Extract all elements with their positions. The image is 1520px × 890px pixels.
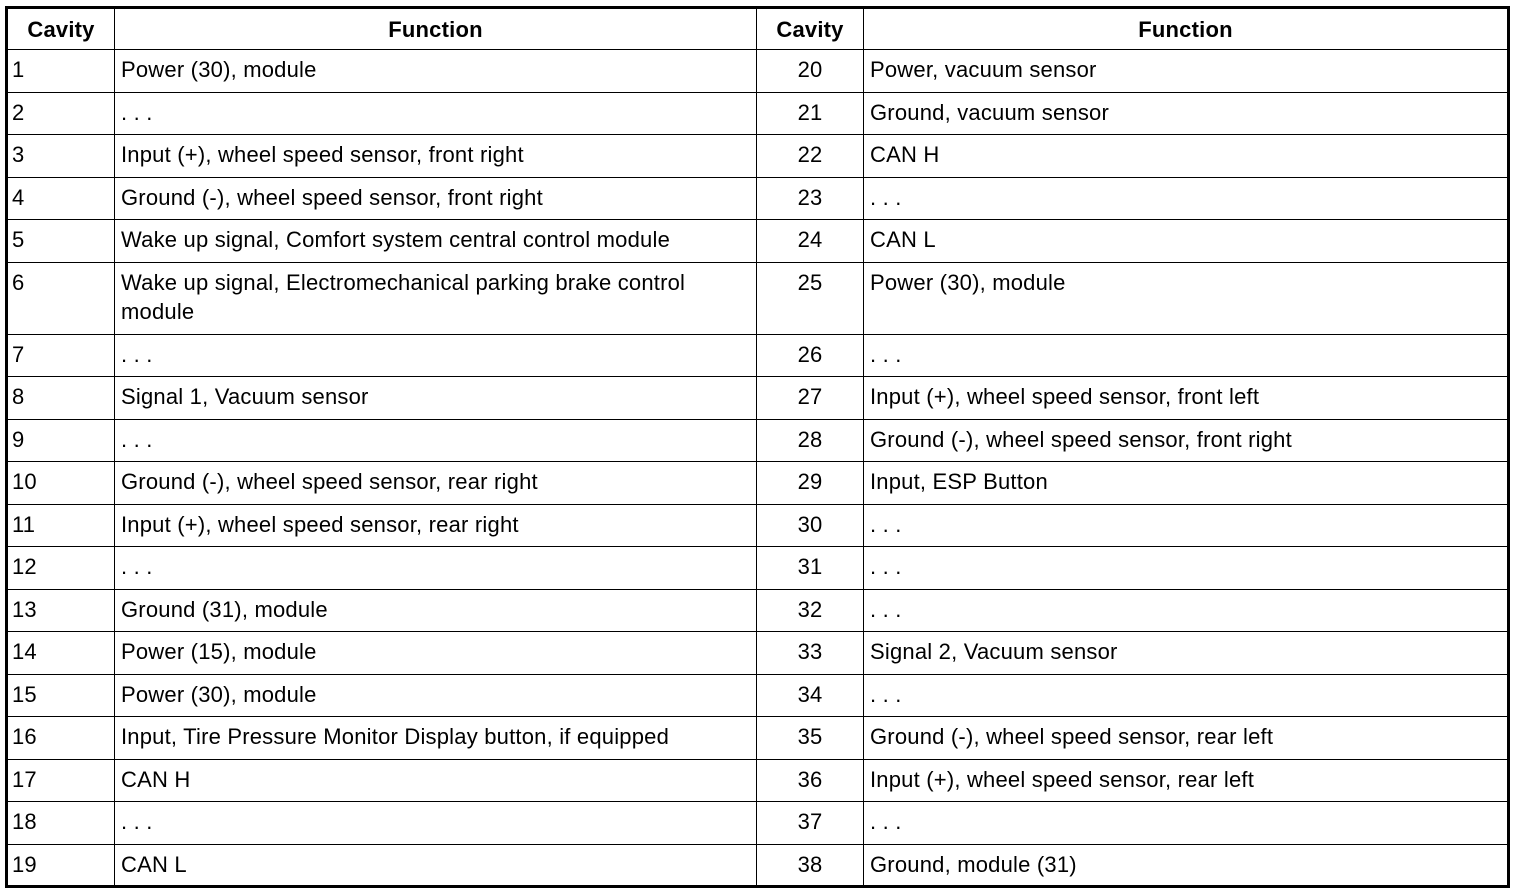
table-row: [7, 419, 1509, 462]
cavity-left-cell: 16: [7, 717, 115, 760]
cavity-right-cell: 24: [757, 220, 864, 263]
cavity-left-cell: 14: [7, 632, 115, 675]
cavity-left-cell: 19: [7, 844, 115, 887]
function-right-cell: Ground (-), wheel speed sensor, rear left: [864, 717, 1509, 760]
function-right-cell: Signal 2, Vacuum sensor: [864, 632, 1509, 675]
function-right-cell: . . .: [864, 674, 1509, 717]
function-left-cell: . . .: [115, 802, 757, 845]
table-row: [7, 759, 1509, 802]
function-right-cell: CAN L: [864, 220, 1509, 263]
header-cavity-left: Cavity: [7, 8, 115, 50]
function-right-cell: Ground (-), wheel speed sensor, front right: [864, 419, 1509, 462]
cavity-right-cell: 29: [757, 462, 864, 505]
table-row: [7, 92, 1509, 135]
cavity-right-cell: 25: [757, 262, 864, 334]
function-left-cell: CAN H: [115, 759, 757, 802]
function-left-cell: Ground (-), wheel speed sensor, rear right: [115, 462, 757, 505]
cavity-left-cell: 2: [7, 92, 115, 135]
function-right-cell: . . .: [864, 177, 1509, 220]
cavity-right-cell: 21: [757, 92, 864, 135]
table-header: [7, 8, 1509, 50]
function-right-cell: Input (+), wheel speed sensor, front left: [864, 377, 1509, 420]
table-row: [7, 334, 1509, 377]
cavity-left-cell: 9: [7, 419, 115, 462]
table-row: [7, 674, 1509, 717]
function-right-cell: Input (+), wheel speed sensor, rear left: [864, 759, 1509, 802]
header-function-right: Function: [864, 8, 1509, 50]
function-left-cell: Power (15), module: [115, 632, 757, 675]
function-left-cell: Power (30), module: [115, 50, 757, 93]
function-right-cell: Ground, module (31): [864, 844, 1509, 887]
cavity-right-cell: 34: [757, 674, 864, 717]
table-row: [7, 589, 1509, 632]
function-left-cell: CAN L: [115, 844, 757, 887]
table-row: [7, 717, 1509, 760]
cavity-left-cell: 6: [7, 262, 115, 334]
cavity-right-cell: 20: [757, 50, 864, 93]
cavity-left-cell: 13: [7, 589, 115, 632]
cavity-left-cell: 15: [7, 674, 115, 717]
function-left-cell: Ground (-), wheel speed sensor, front right: [115, 177, 757, 220]
table-row: [7, 135, 1509, 178]
function-right-cell: . . .: [864, 547, 1509, 590]
function-left-cell: . . .: [115, 547, 757, 590]
function-left-cell: Input (+), wheel speed sensor, rear right: [115, 504, 757, 547]
function-left-cell: Input (+), wheel speed sensor, front right: [115, 135, 757, 178]
function-right-cell: CAN H: [864, 135, 1509, 178]
function-left-cell: . . .: [115, 92, 757, 135]
cavity-left-cell: 1: [7, 50, 115, 93]
cavity-right-cell: 30: [757, 504, 864, 547]
function-right-cell: . . .: [864, 334, 1509, 377]
table-row: [7, 844, 1509, 887]
function-right-cell: Power, vacuum sensor: [864, 50, 1509, 93]
function-left-cell: Ground (31), module: [115, 589, 757, 632]
cavity-left-cell: 17: [7, 759, 115, 802]
cavity-right-cell: 22: [757, 135, 864, 178]
connector-pinout-table: [5, 6, 1510, 888]
cavity-left-cell: 3: [7, 135, 115, 178]
cavity-right-cell: 28: [757, 419, 864, 462]
cavity-right-cell: 27: [757, 377, 864, 420]
table-body: [7, 50, 1509, 887]
cavity-left-cell: 10: [7, 462, 115, 505]
cavity-left-cell: 8: [7, 377, 115, 420]
function-left-cell: . . .: [115, 419, 757, 462]
cavity-right-cell: 31: [757, 547, 864, 590]
function-right-cell: Input, ESP Button: [864, 462, 1509, 505]
cavity-left-cell: 4: [7, 177, 115, 220]
table-row: [7, 377, 1509, 420]
cavity-left-cell: 11: [7, 504, 115, 547]
cavity-left-cell: 12: [7, 547, 115, 590]
cavity-right-cell: 26: [757, 334, 864, 377]
function-right-cell: Power (30), module: [864, 262, 1509, 334]
function-right-cell: . . .: [864, 802, 1509, 845]
cavity-right-cell: 36: [757, 759, 864, 802]
cavity-right-cell: 33: [757, 632, 864, 675]
table-row: [7, 50, 1509, 93]
header-cavity-right: Cavity: [757, 8, 864, 50]
table-row: [7, 220, 1509, 263]
cavity-right-cell: 35: [757, 717, 864, 760]
function-left-cell: Signal 1, Vacuum sensor: [115, 377, 757, 420]
function-left-cell: Wake up signal, Electromechanical parking brake control module: [115, 262, 757, 334]
table-row: [7, 262, 1509, 334]
function-right-cell: Ground, vacuum sensor: [864, 92, 1509, 135]
function-right-cell: . . .: [864, 504, 1509, 547]
cavity-right-cell: 38: [757, 844, 864, 887]
table-row: [7, 547, 1509, 590]
table-row: [7, 462, 1509, 505]
table-row: [7, 177, 1509, 220]
header-function-left: Function: [115, 8, 757, 50]
cavity-right-cell: 37: [757, 802, 864, 845]
cavity-right-cell: 32: [757, 589, 864, 632]
table-row: [7, 802, 1509, 845]
function-left-cell: . . .: [115, 334, 757, 377]
function-right-cell: . . .: [864, 589, 1509, 632]
cavity-right-cell: 23: [757, 177, 864, 220]
function-left-cell: Wake up signal, Comfort system central control module: [115, 220, 757, 263]
cavity-left-cell: 18: [7, 802, 115, 845]
function-left-cell: Input, Tire Pressure Monitor Display button, if equipped: [115, 717, 757, 760]
table-row: [7, 504, 1509, 547]
cavity-left-cell: 7: [7, 334, 115, 377]
cavity-left-cell: 5: [7, 220, 115, 263]
table-row: [7, 632, 1509, 675]
function-left-cell: Power (30), module: [115, 674, 757, 717]
header-row: [7, 8, 1509, 50]
